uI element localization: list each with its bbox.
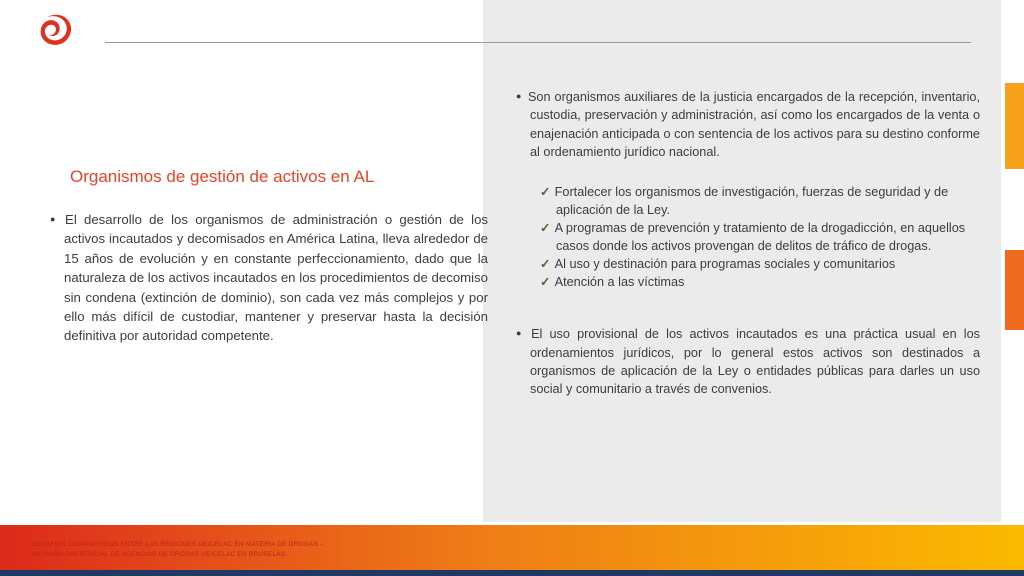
right-bullet-paragraph-2 (516, 325, 980, 398)
check-icon: ✓ (540, 185, 551, 200)
accent-bar-top (1005, 83, 1024, 169)
check-list-item (540, 255, 980, 273)
check-list-item (540, 183, 980, 219)
footer-caption (32, 540, 452, 560)
footer-navy-strip (0, 570, 1024, 576)
accent-bar-middle (1005, 250, 1024, 330)
check-icon: ✓ (540, 257, 551, 272)
header-divider-line (105, 42, 971, 43)
check-item-text: Fortalecer los organismos de investigación, fuerzas de seguridad y de aplicación de la Ley. (554, 185, 949, 218)
bullet-icon: ● (516, 91, 522, 101)
bullet-icon: ● (50, 214, 60, 224)
check-icon: ✓ (540, 221, 551, 236)
right-content-area (516, 88, 980, 398)
footer-line-1: DESAFÍOS COMPARTIDOS ENTRE LAS REGIONES UE/CELAC EN MATERIA DE DROGAS - (32, 541, 323, 548)
check-item-text: A programas de prevención y tratamiento de la drogadicción, en aquellos casos donde los activos provengan de delitos de tráfico de drogas. (554, 221, 966, 254)
check-list-item (540, 273, 980, 291)
bullet-icon: ● (516, 328, 526, 339)
check-list (516, 183, 980, 291)
company-logo-icon (34, 11, 76, 53)
slide-title: Organismos de gestión de activos en AL (70, 167, 375, 186)
check-list-item (540, 219, 980, 255)
right-bullet-paragraph-1 (516, 88, 980, 161)
check-item-text: Al uso y destinación para programas sociales y comunitarios (554, 257, 896, 272)
check-item-text: Atención a las víctimas (554, 275, 685, 290)
right-bullet-2-text: El uso provisional de los activos incautados es una práctica usual en los ordenamientos jurídicos, por lo general estos activos son destinados a organismos de aplicación de la Ley o entidades públicas para darles un uso social y comunitario a través de convenios. (530, 327, 981, 397)
left-bullet-paragraph (50, 210, 488, 346)
right-bullet-1-text: Son organismos auxiliares de la justicia encargados de la recepción, inventario, custodia, preservación y administración, así como los encargados de la venta o enajenación anticipada o con sentencia de los activos para su destino conforme al ordenamiento jurídico nacional. (527, 90, 981, 159)
left-bullet-text: El desarrollo de los organismos de administración o gestión de los activos incautados y decomisados en América Latina, lleva alrededor de 15 años de evolución y en constante perfeccionamiento, dado que la naturaleza de los activos incautados en los procedimientos de decomiso sin condena (extinción de dominio), son cada vez más complejos y por ello más difícil de custodiar, mantener y preservar hasta la decisión definitiva por autoridad competente. (64, 212, 488, 344)
check-icon: ✓ (540, 275, 551, 290)
footer-line-2: REUNIÓN PRESENCIAL DE AGENCIAS DE DROGAS UE/CELAC EN BRUSELAS. (32, 551, 288, 559)
